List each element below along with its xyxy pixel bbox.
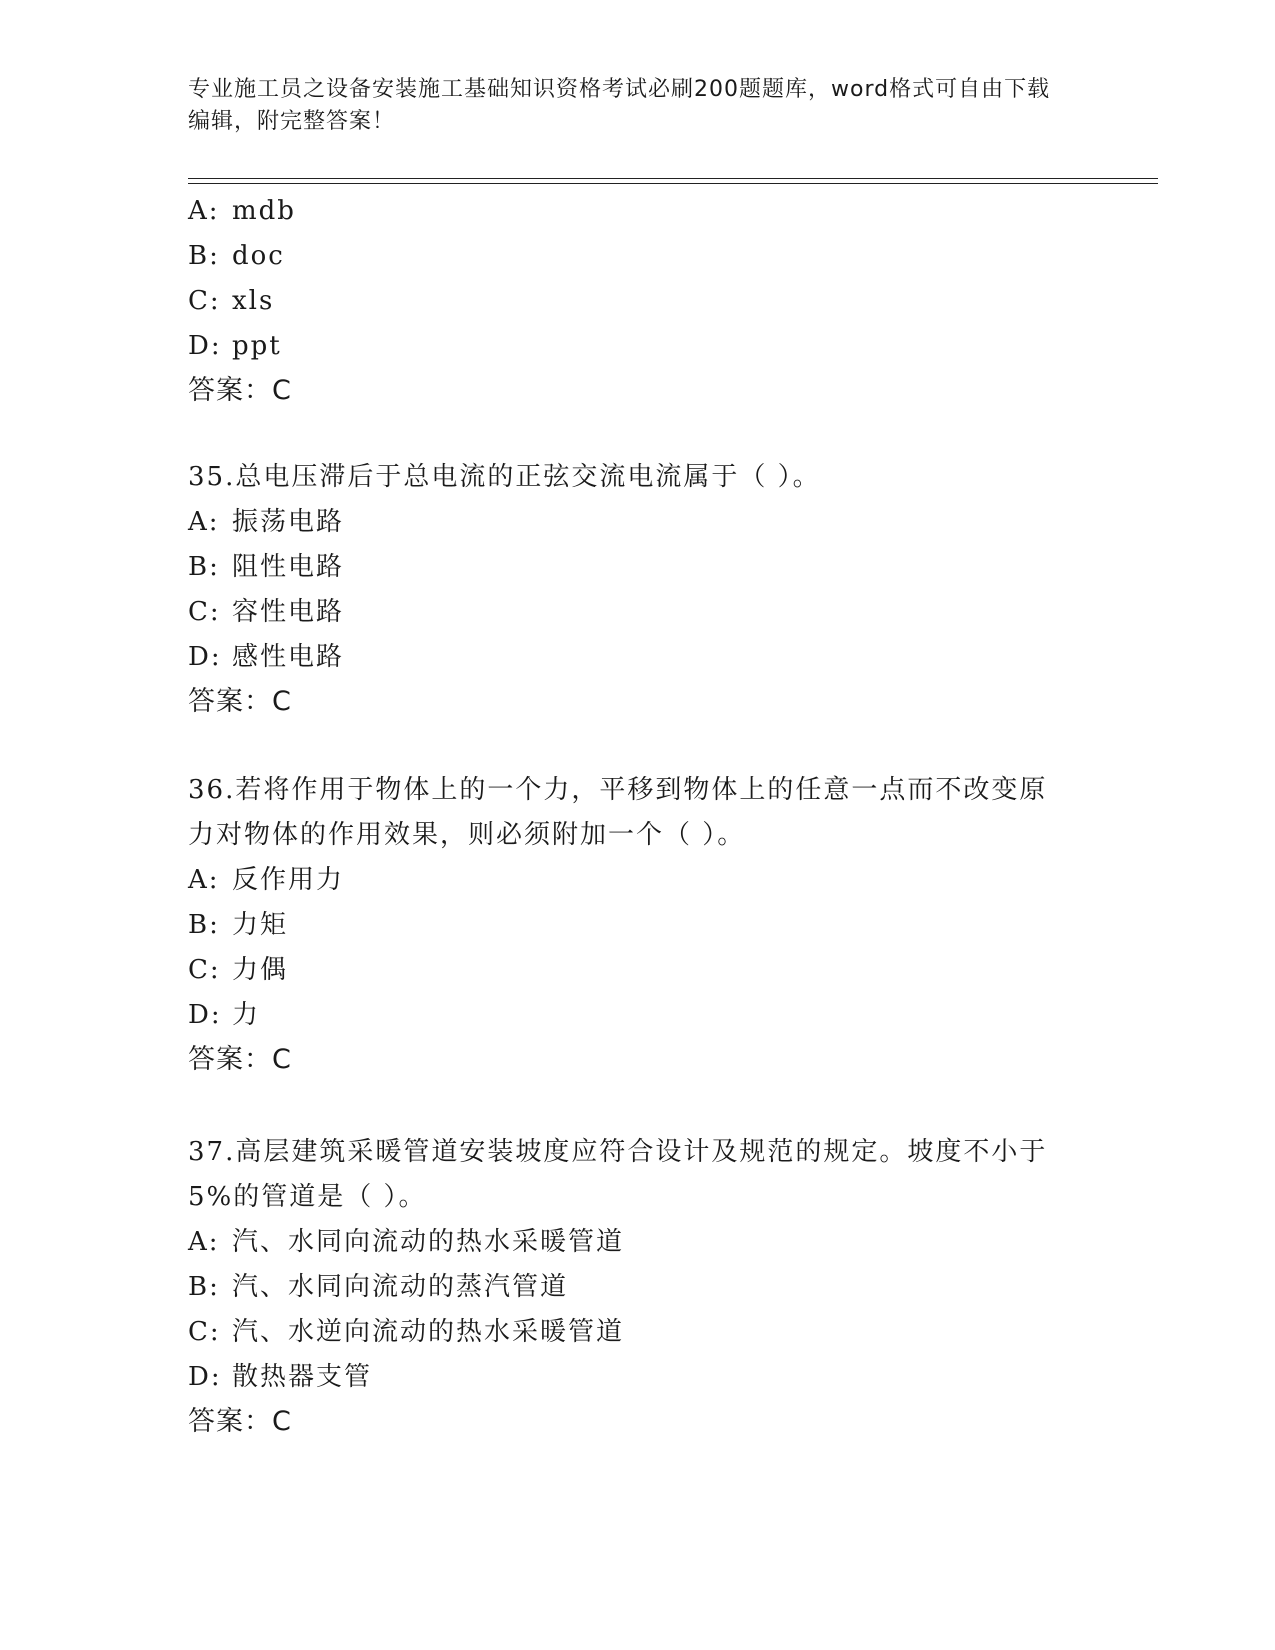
option-d: D: 力 xyxy=(188,1000,261,1030)
option-d: D: 感性电路 xyxy=(188,642,345,672)
option-d: D: 散热器支管 xyxy=(188,1362,373,1392)
answer-line: 答案：C xyxy=(188,1044,292,1075)
option-b: B: 阻性电路 xyxy=(188,552,345,582)
question-stem-continued: 力对物体的作用效果，则必须附加一个（ ）。 xyxy=(188,820,746,850)
document-header: 专业施工员之设备安装施工基础知识资格考试必刷200题题库，word格式可自由下载编辑，附完整答案！ xyxy=(188,77,1051,134)
option-c: C: 汽、水逆向流动的热水采暖管道 xyxy=(188,1317,625,1347)
option-a: A: 反作用力 xyxy=(188,865,345,895)
option-b: B: doc xyxy=(188,241,285,271)
option-a: A: 振荡电路 xyxy=(188,507,345,537)
option-a: A: 汽、水同向流动的热水采暖管道 xyxy=(188,1227,625,1257)
question-stem: 35.总电压滞后于总电流的正弦交流电流属于（ ）。 xyxy=(188,462,821,492)
header-rule-bottom xyxy=(188,183,1158,184)
option-c: C: 力偶 xyxy=(188,955,289,985)
option-c: C: xls xyxy=(188,286,275,316)
question-stem: 37.高层建筑采暖管道安装坡度应符合设计及规范的规定。坡度不小于 xyxy=(188,1137,1048,1167)
answer-line: 答案：C xyxy=(188,1406,292,1437)
option-c: C: 容性电路 xyxy=(188,597,345,627)
question-stem: 36.若将作用于物体上的一个力，平移到物体上的任意一点而不改变原 xyxy=(188,775,1048,805)
option-b: B: 力矩 xyxy=(188,910,289,940)
answer-line: 答案：C xyxy=(188,375,292,406)
header-rule-top xyxy=(188,178,1158,179)
option-a: A: mdb xyxy=(188,196,296,226)
answer-line: 答案：C xyxy=(188,686,292,717)
option-d: D: ppt xyxy=(188,331,282,361)
option-b: B: 汽、水同向流动的蒸汽管道 xyxy=(188,1272,569,1302)
question-stem-continued: 5%的管道是（ ）。 xyxy=(188,1182,427,1212)
